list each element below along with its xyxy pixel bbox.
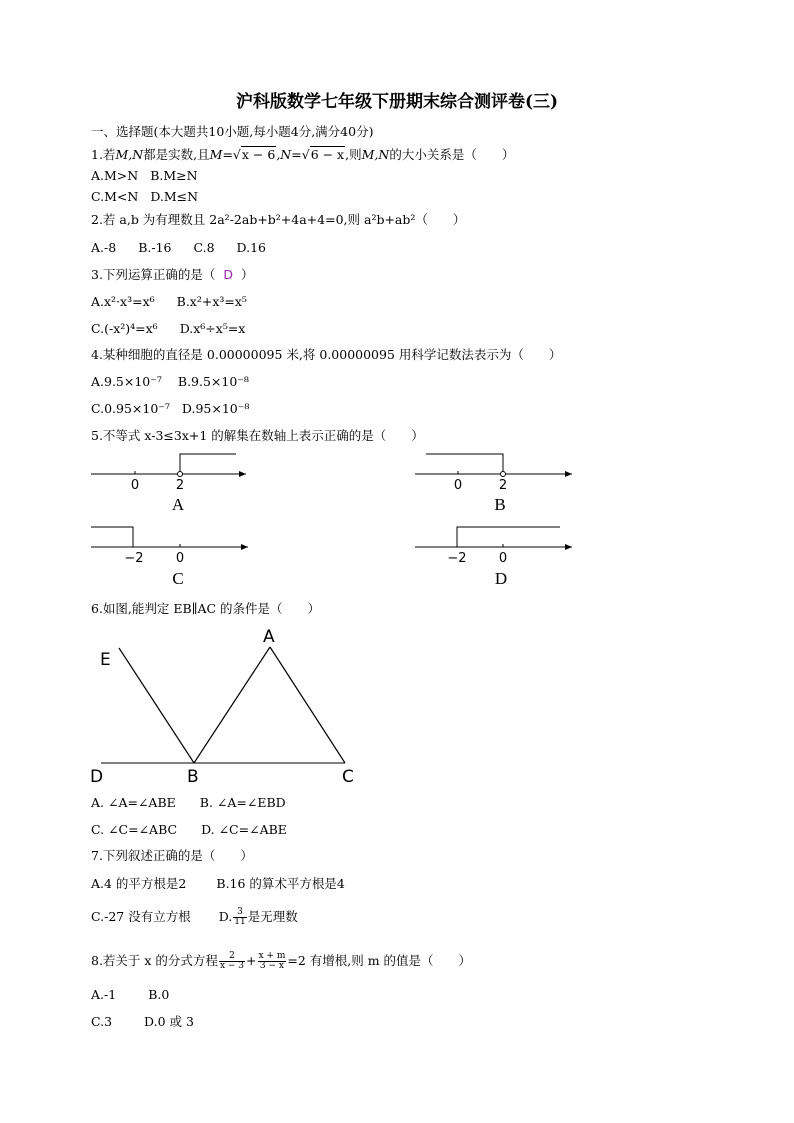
q1-vars: M,N bbox=[115, 147, 144, 162]
q8-options-row-1 bbox=[91, 987, 169, 1003]
question-1-stem: 1.若M,N都是实数,且M=√x − 6,N=√6 − x,则M,N的大小关系是（ ） bbox=[91, 147, 515, 162]
q1-eq-m: M= bbox=[209, 147, 233, 162]
tick-label: 0 bbox=[453, 478, 463, 493]
q6-options-row-2 bbox=[91, 822, 287, 838]
q7-option-c[interactable]: C.-27 没有立方根 bbox=[91, 909, 191, 924]
fraction-denominator: 3 − x bbox=[259, 961, 284, 971]
question-4-stem: 4.某种细胞的直径是 0.00000095 米,将 0.00000095 用科学记数法表示为（ ） bbox=[91, 347, 562, 362]
plus-sign: + bbox=[246, 953, 257, 968]
q6-option-b[interactable]: B. ∠A=∠EBD bbox=[199, 795, 286, 810]
q2-options bbox=[91, 240, 266, 256]
tick-label: 2 bbox=[175, 478, 185, 493]
q7-option-b[interactable]: B.16 的算术平方根是4 bbox=[216, 876, 345, 891]
q6-options-row-1 bbox=[91, 795, 286, 811]
q7-options-row-1 bbox=[91, 876, 345, 892]
q8-option-d[interactable]: D.0 或 3 bbox=[144, 1014, 194, 1029]
q2-option-d[interactable]: D.16 bbox=[236, 240, 266, 255]
q1-option-d[interactable]: D.M≤N bbox=[150, 189, 199, 204]
q8-option-a[interactable]: A.-1 bbox=[91, 987, 117, 1002]
q4-options-row-2 bbox=[91, 401, 249, 417]
q5-number-lines bbox=[0, 445, 794, 595]
q1-text: 1.若 bbox=[91, 147, 116, 162]
tick-label: 2 bbox=[498, 478, 508, 493]
q7-d-suffix: 是无理数 bbox=[247, 909, 298, 924]
q3-answer-mark: D bbox=[223, 267, 234, 282]
q1-options-row-1 bbox=[91, 168, 198, 184]
q8-option-c[interactable]: C.3 bbox=[91, 1014, 113, 1029]
q1-radicand-m: x − 6 bbox=[241, 147, 276, 162]
option-letter-b: B bbox=[494, 495, 506, 514]
option-letter-d: D bbox=[494, 569, 508, 588]
q7-options-row-2 bbox=[91, 908, 298, 927]
q6-option-d[interactable]: D. ∠C=∠ABE bbox=[201, 822, 287, 837]
tick-label: 0 bbox=[175, 551, 185, 566]
segment-ac bbox=[270, 647, 345, 763]
tick-label: 0 bbox=[130, 478, 140, 493]
point-label-b: B bbox=[187, 767, 199, 787]
q1-vars: M,N bbox=[361, 147, 390, 162]
q8-text: =2 有增根,则 m 的值是（ ） bbox=[287, 953, 472, 968]
point-label-a: A bbox=[263, 627, 275, 647]
question-7-stem: 7.下列叙述正确的是（ ） bbox=[91, 848, 253, 863]
q4-option-c[interactable]: C.0.95×10⁻⁷ bbox=[91, 401, 170, 416]
fraction-denominator: 11 bbox=[234, 917, 246, 927]
q4-option-b[interactable]: B.9.5×10⁻⁸ bbox=[177, 374, 249, 389]
q1-option-c[interactable]: C.M<N bbox=[91, 189, 139, 204]
fraction bbox=[258, 952, 287, 971]
q1-radicand-n: 6 − x bbox=[310, 147, 345, 162]
q7-d-prefix: D. bbox=[218, 909, 233, 924]
q4-options-row-1 bbox=[91, 374, 249, 390]
q2-option-c[interactable]: C.8 bbox=[193, 240, 215, 255]
q3-option-d[interactable]: D.x⁶÷x⁵=x bbox=[179, 321, 246, 336]
segment-eb bbox=[119, 648, 194, 763]
q3-close: ） bbox=[240, 267, 254, 282]
q3-option-a[interactable]: A.x²·x³=x⁶ bbox=[91, 294, 155, 309]
section-heading: 一、选择题(本大题共10小题,每小题4分,满分40分) bbox=[91, 124, 374, 139]
fraction-numerator: 3 bbox=[233, 908, 246, 918]
fraction bbox=[233, 908, 246, 927]
q6-option-a[interactable]: A. ∠A=∠ABE bbox=[91, 795, 176, 810]
point-label-c: C bbox=[342, 767, 354, 787]
fraction bbox=[219, 952, 245, 971]
number-line-b[interactable] bbox=[415, 454, 572, 514]
q3-option-c[interactable]: C.(-x²)⁴=x⁶ bbox=[91, 321, 158, 336]
q1-option-a[interactable]: A.M>N bbox=[91, 168, 139, 183]
point-label-d: D bbox=[90, 767, 104, 787]
segment-ba bbox=[194, 647, 270, 763]
q7-option-d[interactable] bbox=[218, 907, 298, 927]
q6-option-c[interactable]: C. ∠C=∠ABC bbox=[91, 822, 178, 837]
q6-geometry-figure bbox=[0, 620, 794, 790]
question-5-stem: 5.不等式 x-3≤3x+1 的解集在数轴上表示正确的是（ ） bbox=[91, 428, 424, 443]
q1-eq-n: ,N= bbox=[276, 147, 302, 162]
q1-option-b[interactable]: B.M≥N bbox=[150, 168, 198, 183]
fraction-numerator: 2 bbox=[219, 952, 245, 962]
q8-text: 8.若关于 x 的分式方程 bbox=[91, 953, 218, 968]
q3-option-b[interactable]: B.x²+x³=x⁵ bbox=[176, 294, 247, 309]
fraction-numerator: x + m bbox=[258, 951, 286, 961]
page-title: 沪科版数学七年级下册期末综合测评卷(三) bbox=[235, 92, 559, 112]
point-label-e: E bbox=[100, 650, 111, 670]
q8-options-row-2 bbox=[91, 1014, 194, 1030]
number-line-d[interactable] bbox=[415, 527, 572, 588]
question-2-stem: 2.若 a,b 为有理数且 2a²-2ab+b²+4a+4=0,则 a²b+ab²（ ） bbox=[91, 212, 466, 227]
q1-text: 的大小关系是（ ） bbox=[389, 147, 515, 162]
option-letter-c: C bbox=[172, 569, 184, 588]
tick-label: −2 bbox=[447, 551, 467, 566]
q1-options-row-2 bbox=[91, 189, 198, 205]
question-6-stem: 6.如图,能判定 EB∥AC 的条件是（ ） bbox=[91, 601, 321, 616]
q8-option-b[interactable]: B.0 bbox=[148, 987, 170, 1002]
number-line-c[interactable] bbox=[91, 527, 248, 588]
fraction-denominator: x − 3 bbox=[219, 961, 245, 971]
q1-text: 都是实数,且 bbox=[143, 147, 210, 162]
q2-option-a[interactable]: A.-8 bbox=[91, 240, 117, 255]
q4-option-a[interactable]: A.9.5×10⁻⁷ bbox=[91, 374, 162, 389]
tick-label: −2 bbox=[124, 551, 144, 566]
tick-label: 0 bbox=[498, 551, 508, 566]
number-line-a[interactable] bbox=[91, 454, 246, 514]
q4-option-d[interactable]: D.95×10⁻⁸ bbox=[181, 401, 250, 416]
q3-text: 3.下列运算正确的是（ bbox=[91, 267, 216, 282]
q1-text: ,则 bbox=[345, 147, 362, 162]
q3-options-row-2 bbox=[91, 321, 245, 337]
question-8-stem bbox=[91, 952, 471, 971]
option-letter-a: A bbox=[171, 495, 185, 514]
question-3-stem bbox=[91, 267, 254, 283]
q3-options-row-1 bbox=[91, 294, 247, 310]
q7-option-a[interactable]: A.4 的平方根是2 bbox=[91, 876, 187, 891]
q2-option-b[interactable]: B.-16 bbox=[138, 240, 172, 255]
